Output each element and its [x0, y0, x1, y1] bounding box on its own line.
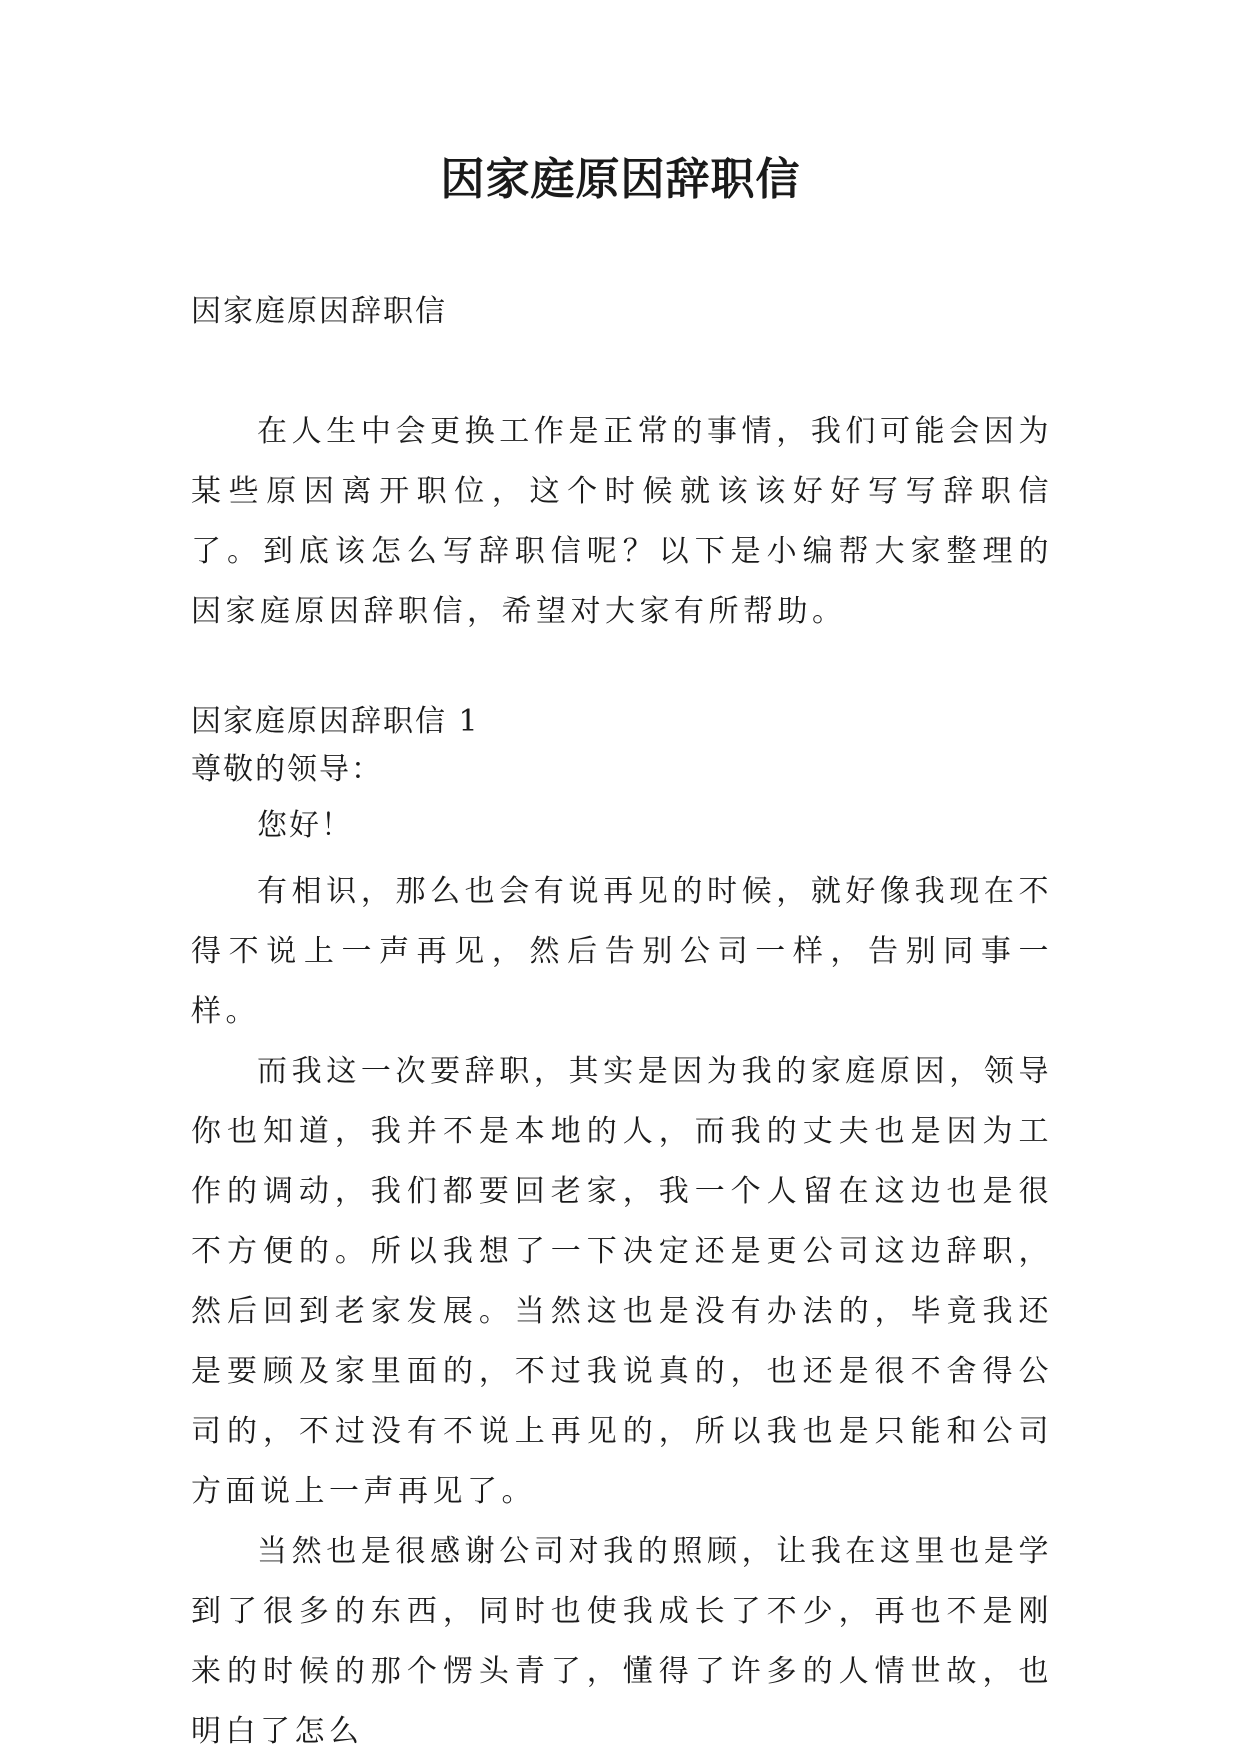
letter-paragraph: 当然也是很感谢公司对我的照顾，让我在这里也是学到了很多的东西，同时也使我成长了不少，再也不是刚来的时候的那个愣头青了，懂得了许多的人情世故，也明白了怎么	[191, 1534, 1053, 1749]
letter-heading: 因家庭原因辞职信 1	[191, 704, 480, 739]
letter-paragraph: 有相识，那么也会有说再见的时候，就好像我现在不得不说上一声再见，然后告别公司一样，告别同事一样。	[191, 874, 1053, 1029]
document-title: 因家庭原因辞职信	[440, 154, 801, 205]
letter-paragraph: 而我这一次要辞职，其实是因为我的家庭原因，领导你也知道，我并不是本地的人，而我的丈夫也是因为工作的调动，我们都要回老家，我一个人留在这边也是很不方便的。所以我想了一下决定还是更公司这边辞职，然后回到老家发展。当然这也是没有办法的，毕竟我还是要顾及家里面的，不过我说真的，也还是很不舍得公司的，不过没有不说上再见的，所以我也是只能和公司方面说上一声再见了。	[191, 1054, 1053, 1509]
letter-greeting: 您好！	[257, 808, 353, 843]
intro-section	[191, 402, 1053, 642]
intro-paragraph: 在人生中会更换工作是正常的事情，我们可能会因为某些原因离开职位，这个时候就该该好好写写辞职信了。到底该怎么写辞职信呢？以下是小编帮大家整理的因家庭原因辞职信，希望对大家有所帮助。	[191, 414, 1053, 629]
letter-section	[191, 702, 1053, 1762]
letter-salutation: 尊敬的领导：	[191, 752, 383, 787]
document-subtitle: 因家庭原因辞职信	[191, 294, 447, 329]
